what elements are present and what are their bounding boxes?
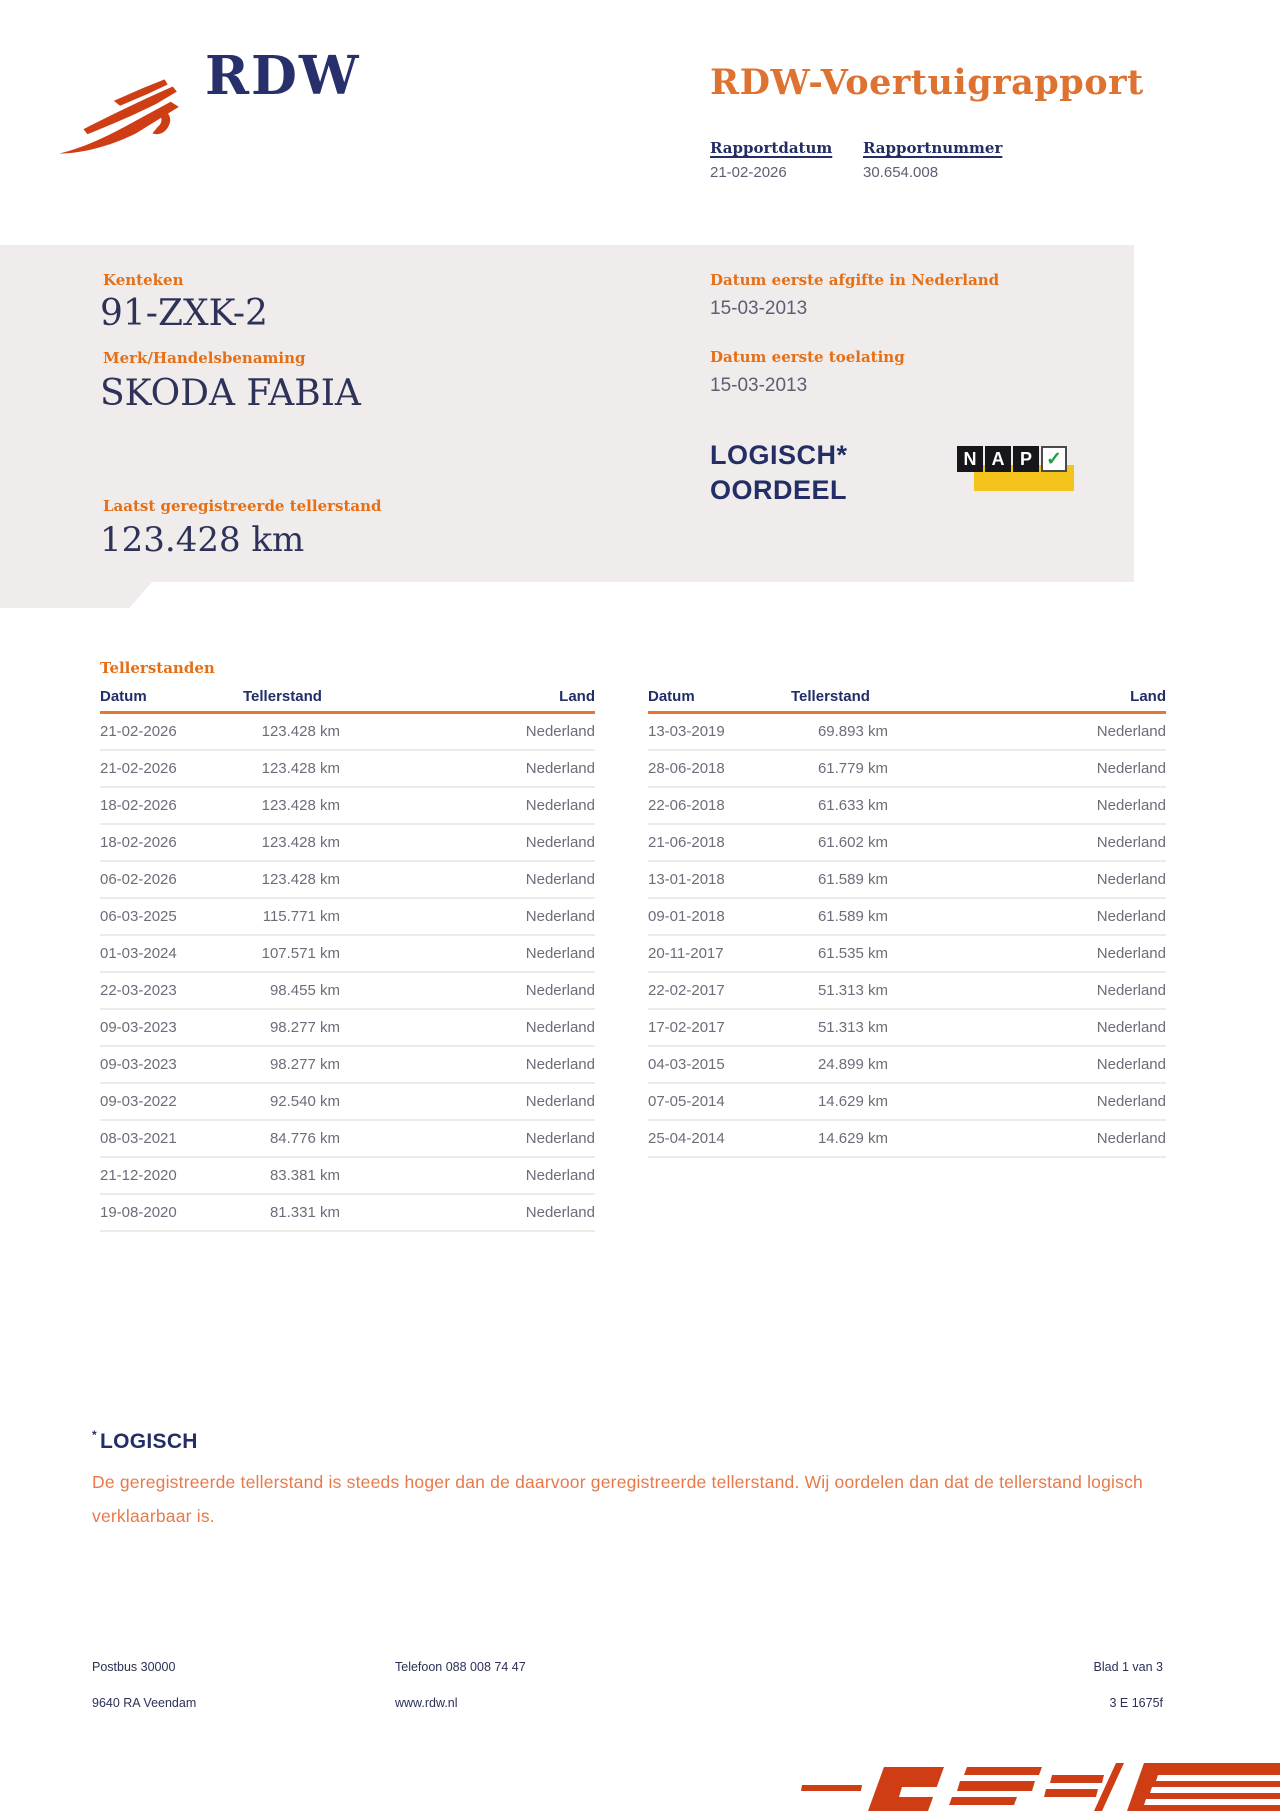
meter-reading-row <box>100 788 595 825</box>
meter-reading-km: 14.629 km <box>817 1130 888 1147</box>
footer-page-number: Blad 1 van 3 <box>1093 1660 1163 1674</box>
meter-reading-land: Nederland <box>1096 760 1166 777</box>
meter-reading-row <box>648 788 1166 825</box>
meter-reading-land: Nederland <box>525 1019 595 1036</box>
meter-reading-land: Nederland <box>1096 834 1166 851</box>
nap-letter-n: N <box>957 446 983 472</box>
kenteken-label: Kenteken <box>103 271 184 289</box>
meter-reading-land: Nederland <box>525 871 595 888</box>
report-meta <box>710 139 1002 181</box>
meter-reading-km: 61.633 km <box>817 797 888 814</box>
footer-website: www.rdw.nl <box>395 1696 458 1710</box>
nap-letter-p: P <box>1013 446 1039 472</box>
report-number-block <box>863 139 1002 181</box>
meter-reading-date: 21-02-2026 <box>100 760 177 777</box>
meter-reading-land: Nederland <box>1096 908 1166 925</box>
meter-reading-date: 21-06-2018 <box>648 834 725 851</box>
meter-reading-row <box>100 1084 595 1121</box>
afgifte-label: Datum eerste afgifte in Nederland <box>710 271 1000 289</box>
column-header-land: Land <box>559 688 595 705</box>
meter-reading-date: 25-04-2014 <box>648 1130 725 1147</box>
footer-city: 9640 RA Veendam <box>92 1696 197 1710</box>
meter-readings-table-right <box>648 688 1166 1232</box>
meter-reading-date: 09-03-2023 <box>100 1056 177 1073</box>
table-header <box>100 688 595 714</box>
footer-phone: Telefoon 088 008 74 47 <box>395 1660 526 1674</box>
meter-reading-land: Nederland <box>525 723 595 740</box>
meter-reading-land: Nederland <box>1096 1093 1166 1110</box>
meter-reading-date: 28-06-2018 <box>648 760 725 777</box>
column-header-tellerstand: Tellerstand <box>243 688 322 705</box>
meter-reading-row <box>648 936 1166 973</box>
meter-reading-row <box>100 936 595 973</box>
meter-reading-row <box>648 862 1166 899</box>
meter-reading-date: 09-03-2023 <box>100 1019 177 1036</box>
meter-reading-land: Nederland <box>525 945 595 962</box>
meter-reading-km: 69.893 km <box>817 723 888 740</box>
report-date-value: 21-02-2026 <box>710 164 787 181</box>
nap-letter-a: A <box>985 446 1011 472</box>
meter-reading-land: Nederland <box>525 834 595 851</box>
meter-reading-km: 123.428 km <box>261 871 340 888</box>
page-footer <box>92 1660 1163 1710</box>
meter-reading-km: 51.313 km <box>817 982 888 999</box>
footer-stripes-graphic-icon <box>712 1761 1280 1811</box>
meter-reading-date: 08-03-2021 <box>100 1130 177 1147</box>
meter-reading-row <box>648 899 1166 936</box>
meter-reading-date: 22-06-2018 <box>648 797 725 814</box>
meter-reading-date: 18-02-2026 <box>100 797 177 814</box>
meter-reading-row <box>100 899 595 936</box>
meter-reading-land: Nederland <box>1096 1056 1166 1073</box>
meter-reading-land: Nederland <box>1096 1019 1166 1036</box>
meter-reading-row <box>100 1010 595 1047</box>
meter-reading-date: 09-01-2018 <box>648 908 725 925</box>
meter-reading-row <box>100 751 595 788</box>
meter-reading-land: Nederland <box>525 797 595 814</box>
explanation-asterisk: * <box>92 1428 97 1442</box>
tellerstanden-section-title: Tellerstanden <box>100 659 215 677</box>
meter-reading-land: Nederland <box>525 1130 595 1147</box>
meter-reading-km: 98.455 km <box>269 982 340 999</box>
table-header <box>648 688 1166 714</box>
meter-reading-row <box>648 1084 1166 1121</box>
meter-readings-tables <box>100 688 1166 1232</box>
meter-reading-row <box>648 1121 1166 1158</box>
nap-check-icon: ✓ <box>1041 446 1067 472</box>
explanation-title <box>92 1428 1167 1454</box>
meter-reading-date: 01-03-2024 <box>100 945 177 962</box>
meter-reading-land: Nederland <box>525 1056 595 1073</box>
merk-value: SKODA FABIA <box>100 373 361 414</box>
meter-reading-land: Nederland <box>525 908 595 925</box>
meter-reading-date: 21-02-2026 <box>100 723 177 740</box>
toelating-label: Datum eerste toelating <box>710 348 905 366</box>
meter-reading-row <box>648 825 1166 862</box>
meter-reading-date: 22-03-2023 <box>100 982 177 999</box>
afgifte-value: 15-03-2013 <box>710 298 808 319</box>
meter-reading-date: 20-11-2017 <box>648 945 724 962</box>
meter-reading-km: 123.428 km <box>261 797 340 814</box>
meter-reading-date: 04-03-2015 <box>648 1056 725 1073</box>
meter-reading-land: Nederland <box>1096 1130 1166 1147</box>
rdw-logo-text: RDW <box>205 45 361 107</box>
meter-reading-km: 61.779 km <box>817 760 888 777</box>
meter-reading-date: 13-03-2019 <box>648 723 725 740</box>
meter-reading-row <box>100 1158 595 1195</box>
meter-reading-km: 98.277 km <box>269 1056 340 1073</box>
meter-reading-land: Nederland <box>525 1167 595 1184</box>
meter-reading-land: Nederland <box>1096 945 1166 962</box>
meter-reading-km: 83.381 km <box>269 1167 340 1184</box>
meter-reading-row <box>100 862 595 899</box>
meter-reading-km: 123.428 km <box>261 834 340 851</box>
meter-reading-row <box>100 1121 595 1158</box>
meter-reading-date: 22-02-2017 <box>648 982 725 999</box>
rdw-brand <box>57 45 361 162</box>
rdw-feather-logo-icon <box>57 76 189 162</box>
meter-reading-land: Nederland <box>1096 982 1166 999</box>
meter-readings-table-left <box>100 688 595 1232</box>
meter-reading-row <box>648 751 1166 788</box>
page-title: RDW-Voertuigrapport <box>710 62 1144 103</box>
report-number-label: Rapportnummer <box>863 139 1003 157</box>
explanation-body: De geregistreerde tellerstand is steeds hoger dan de daarvoor geregistreerde tellerstand. Wij oordelen dan dat de tellerstand logisch verklaarbaar is. <box>92 1472 1143 1526</box>
meter-reading-km: 61.589 km <box>817 871 888 888</box>
meter-reading-date: 06-02-2026 <box>100 871 177 888</box>
meter-reading-row <box>100 973 595 1010</box>
meter-reading-row <box>100 714 595 751</box>
meter-reading-date: 21-12-2020 <box>100 1167 177 1184</box>
oordeel-line1: LOGISCH* <box>710 440 848 470</box>
meter-reading-land: Nederland <box>525 1204 595 1221</box>
meter-reading-km: 123.428 km <box>261 723 340 740</box>
meter-reading-km: 61.602 km <box>817 834 888 851</box>
footer-postbus: Postbus 30000 <box>92 1660 176 1674</box>
meter-reading-land: Nederland <box>525 760 595 777</box>
toelating-value: 15-03-2013 <box>710 375 808 396</box>
meter-reading-land: Nederland <box>1096 797 1166 814</box>
meter-reading-row <box>648 1047 1166 1084</box>
report-number-value: 30.654.008 <box>863 164 939 181</box>
explanation-title-text: LOGISCH <box>99 1430 198 1453</box>
meter-reading-date: 09-03-2022 <box>100 1093 177 1110</box>
report-date-label: Rapportdatum <box>710 139 833 157</box>
meter-reading-km: 81.331 km <box>269 1204 340 1221</box>
meter-reading-row <box>648 973 1166 1010</box>
column-header-land: Land <box>1130 688 1166 705</box>
meter-reading-km: 51.313 km <box>817 1019 888 1036</box>
oordeel-line2: OORDEEL <box>710 475 848 505</box>
column-header-tellerstand: Tellerstand <box>791 688 870 705</box>
meter-reading-row <box>648 714 1166 751</box>
meter-reading-km: 107.571 km <box>261 945 340 962</box>
tellerstand-value: 123.428 km <box>100 520 305 560</box>
oordeel-status <box>710 438 848 508</box>
meter-reading-km: 61.589 km <box>817 908 888 925</box>
footer-form-code: 3 E 1675f <box>1109 1696 1163 1710</box>
kenteken-value: 91-ZXK-2 <box>100 293 268 334</box>
merk-label: Merk/Handelsbenaming <box>103 349 306 367</box>
meter-reading-date: 07-05-2014 <box>648 1093 725 1110</box>
meter-reading-date: 18-02-2026 <box>100 834 177 851</box>
meter-reading-km: 92.540 km <box>269 1093 340 1110</box>
meter-reading-land: Nederland <box>1096 723 1166 740</box>
meter-reading-km: 24.899 km <box>817 1056 888 1073</box>
column-header-datum: Datum <box>100 688 147 705</box>
meter-reading-date: 17-02-2017 <box>648 1019 725 1036</box>
meter-reading-date: 06-03-2025 <box>100 908 177 925</box>
meter-reading-km: 123.428 km <box>261 760 340 777</box>
column-header-datum: Datum <box>648 688 695 705</box>
meter-reading-row <box>100 1047 595 1084</box>
report-date-block <box>710 139 863 181</box>
meter-reading-land: Nederland <box>1096 871 1166 888</box>
meter-reading-row <box>648 1010 1166 1047</box>
meter-reading-km: 115.771 km <box>262 908 340 925</box>
logisch-explanation <box>92 1428 1167 1533</box>
meter-reading-row <box>100 1195 595 1232</box>
meter-reading-land: Nederland <box>525 1093 595 1110</box>
tellerstand-label: Laatst geregistreerde tellerstand <box>103 497 382 515</box>
meter-reading-km: 14.629 km <box>817 1093 888 1110</box>
nap-squares <box>957 446 1067 472</box>
meter-reading-km: 61.535 km <box>817 945 888 962</box>
meter-reading-date: 13-01-2018 <box>648 871 725 888</box>
nap-logo <box>957 444 1077 493</box>
meter-reading-row <box>100 825 595 862</box>
meter-reading-land: Nederland <box>525 982 595 999</box>
meter-reading-km: 84.776 km <box>269 1130 340 1147</box>
summary-panel-tab <box>0 582 152 608</box>
meter-reading-km: 98.277 km <box>269 1019 340 1036</box>
meter-reading-date: 19-08-2020 <box>100 1204 177 1221</box>
